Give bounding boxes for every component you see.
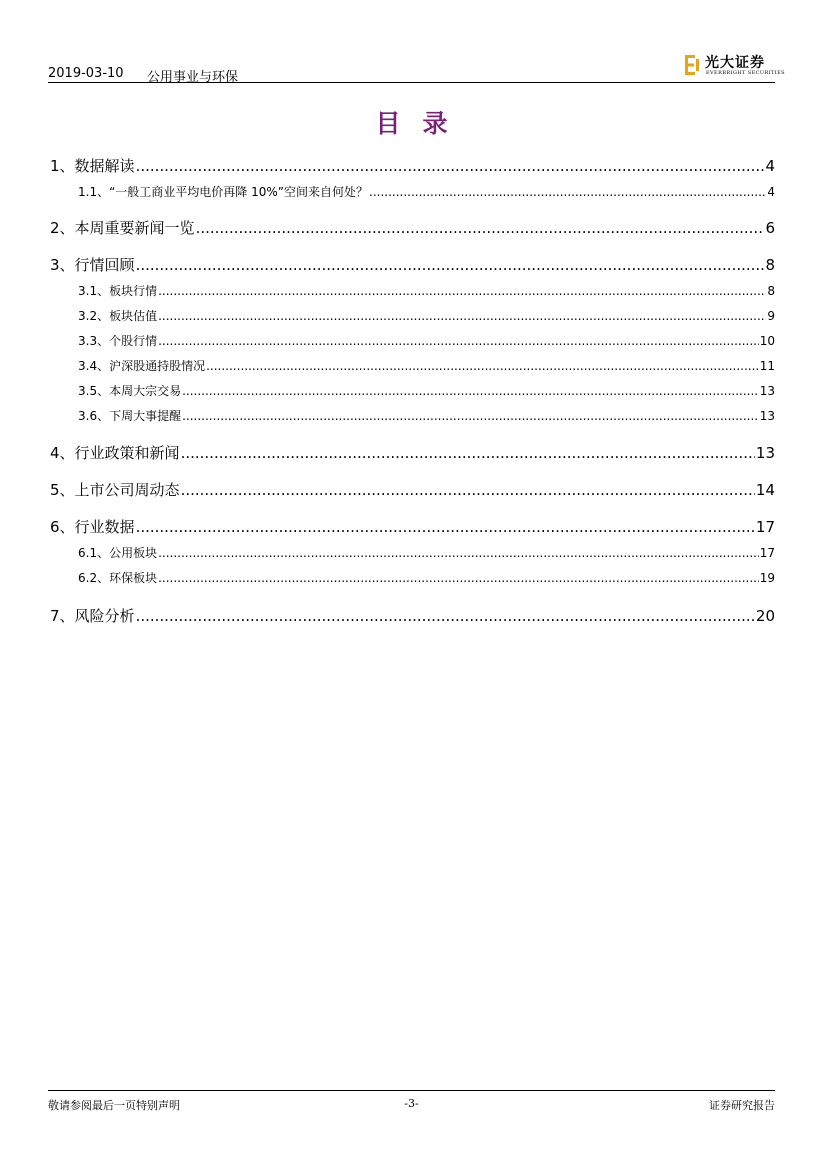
toc-entry-number: 6、 bbox=[50, 518, 75, 536]
toc-entry-page: 19 bbox=[759, 571, 775, 585]
toc-entry-page: 11 bbox=[759, 359, 775, 373]
toc-entry-label: 本周大宗交易 bbox=[109, 384, 182, 398]
toc-entry-page: 8 bbox=[765, 256, 775, 274]
toc-entry[interactable] bbox=[50, 332, 775, 352]
page-footer bbox=[48, 1090, 775, 1115]
toc-entry-page: 14 bbox=[755, 481, 775, 499]
toc-dot-leader bbox=[136, 157, 765, 175]
toc-entry[interactable] bbox=[50, 442, 775, 462]
footer-disclaimer: 敬请参阅最后一页特别声明 bbox=[48, 1099, 180, 1112]
toc-entry[interactable] bbox=[50, 155, 775, 175]
toc-entry-label: 沪深股通持股情况 bbox=[109, 359, 206, 373]
toc-entry[interactable] bbox=[50, 544, 775, 564]
toc-entry-number: 2、 bbox=[50, 219, 75, 237]
toc-entry-number: 1、 bbox=[50, 157, 75, 175]
toc-entry-page: 17 bbox=[755, 518, 775, 536]
toc-dot-leader bbox=[158, 571, 759, 585]
toc-dot-leader bbox=[196, 219, 765, 237]
toc-entry[interactable] bbox=[50, 516, 775, 536]
report-sector: 公用事业与环保 bbox=[147, 70, 239, 85]
toc-entry-label: 行业数据 bbox=[74, 518, 135, 536]
toc-entry-number: 3.4、 bbox=[78, 359, 110, 373]
toc-entry-page: 13 bbox=[755, 444, 775, 462]
toc-dot-leader bbox=[181, 481, 755, 499]
toc-entry[interactable] bbox=[50, 183, 775, 203]
report-date: 2019-03-10 bbox=[48, 66, 124, 81]
toc-entry[interactable] bbox=[50, 605, 775, 625]
toc-entry-number: 3、 bbox=[50, 256, 75, 274]
page-title: 目录 bbox=[375, 109, 470, 138]
everbright-logo-mark-icon bbox=[683, 54, 705, 76]
toc-entry-label: 数据解读 bbox=[74, 157, 135, 175]
logo-name: 光大证券 bbox=[705, 55, 765, 71]
toc-entry-number: 3.6、 bbox=[78, 409, 110, 423]
toc-entry-page: 6 bbox=[765, 219, 775, 237]
toc-dot-leader bbox=[369, 185, 766, 199]
toc-entry-label: 本周重要新闻一览 bbox=[74, 219, 195, 237]
toc-entry[interactable] bbox=[50, 382, 775, 402]
toc-entry-number: 4、 bbox=[50, 444, 75, 462]
toc-entry[interactable] bbox=[50, 282, 775, 302]
toc-entry-page: 9 bbox=[767, 309, 775, 323]
toc-dot-leader bbox=[136, 607, 755, 625]
toc-dot-leader bbox=[181, 444, 755, 462]
toc-dot-leader bbox=[158, 284, 766, 298]
toc-entry-label: 行业政策和新闻 bbox=[74, 444, 180, 462]
footer-page-number: -3- bbox=[404, 1097, 419, 1110]
toc-entry-number: 3.3、 bbox=[78, 334, 110, 348]
everbright-logo bbox=[683, 52, 786, 78]
toc-entry-label: 公用板块 bbox=[109, 546, 158, 560]
toc-dot-leader bbox=[158, 546, 759, 560]
toc-entry-number: 1.1、 bbox=[78, 185, 110, 199]
toc-entry-page: 10 bbox=[759, 334, 775, 348]
toc-entry-page: 4 bbox=[767, 185, 775, 199]
toc-dot-leader bbox=[182, 409, 759, 423]
toc-entry-page: 4 bbox=[765, 157, 775, 175]
toc-entry[interactable] bbox=[50, 357, 775, 377]
toc-entry-label: 环保板块 bbox=[109, 571, 158, 585]
toc-entry[interactable] bbox=[50, 307, 775, 327]
toc-entry-label: 下周大事提醒 bbox=[109, 409, 182, 423]
toc-entry-number: 3.2、 bbox=[78, 309, 110, 323]
toc-entry-number: 3.5、 bbox=[78, 384, 110, 398]
toc-entry-page: 20 bbox=[755, 607, 775, 625]
toc-entry-number: 5、 bbox=[50, 481, 75, 499]
footer-doc-type: 证券研究报告 bbox=[709, 1099, 775, 1112]
toc-entry-number: 7、 bbox=[50, 607, 75, 625]
toc-dot-leader bbox=[182, 384, 759, 398]
toc-entry-label: 个股行情 bbox=[109, 334, 158, 348]
toc-entry[interactable] bbox=[50, 254, 775, 274]
toc-entry[interactable] bbox=[50, 479, 775, 499]
page-header bbox=[48, 50, 786, 85]
toc-entry-number: 6.1、 bbox=[78, 546, 110, 560]
toc-dot-leader bbox=[158, 334, 759, 348]
toc-dot-leader bbox=[136, 256, 765, 274]
toc-entry-page: 13 bbox=[759, 384, 775, 398]
toc-dot-leader bbox=[158, 309, 766, 323]
toc-entry-label: “一般工商业平均电价再降 10%”空间来自何处？ bbox=[109, 185, 369, 199]
toc-entry-number: 6.2、 bbox=[78, 571, 110, 585]
toc-entry[interactable] bbox=[50, 217, 775, 237]
toc-entry-label: 风险分析 bbox=[74, 607, 135, 625]
toc-entry-number: 3.1、 bbox=[78, 284, 110, 298]
toc-entry[interactable] bbox=[50, 569, 775, 589]
logo-subtitle: EVERBRIGHT SECURITIES bbox=[706, 70, 786, 76]
toc-dot-leader bbox=[206, 359, 759, 373]
toc-entry-page: 13 bbox=[759, 409, 775, 423]
toc-entry-label: 上市公司周动态 bbox=[74, 481, 180, 499]
toc-entry[interactable] bbox=[50, 407, 775, 427]
toc-dot-leader bbox=[136, 518, 755, 536]
toc-entry-label: 板块行情 bbox=[109, 284, 158, 298]
toc-entry-page: 8 bbox=[767, 284, 775, 298]
toc-entry-page: 17 bbox=[759, 546, 775, 560]
toc-entry-label: 行情回顾 bbox=[74, 256, 135, 274]
toc-entry-label: 板块估值 bbox=[109, 309, 158, 323]
